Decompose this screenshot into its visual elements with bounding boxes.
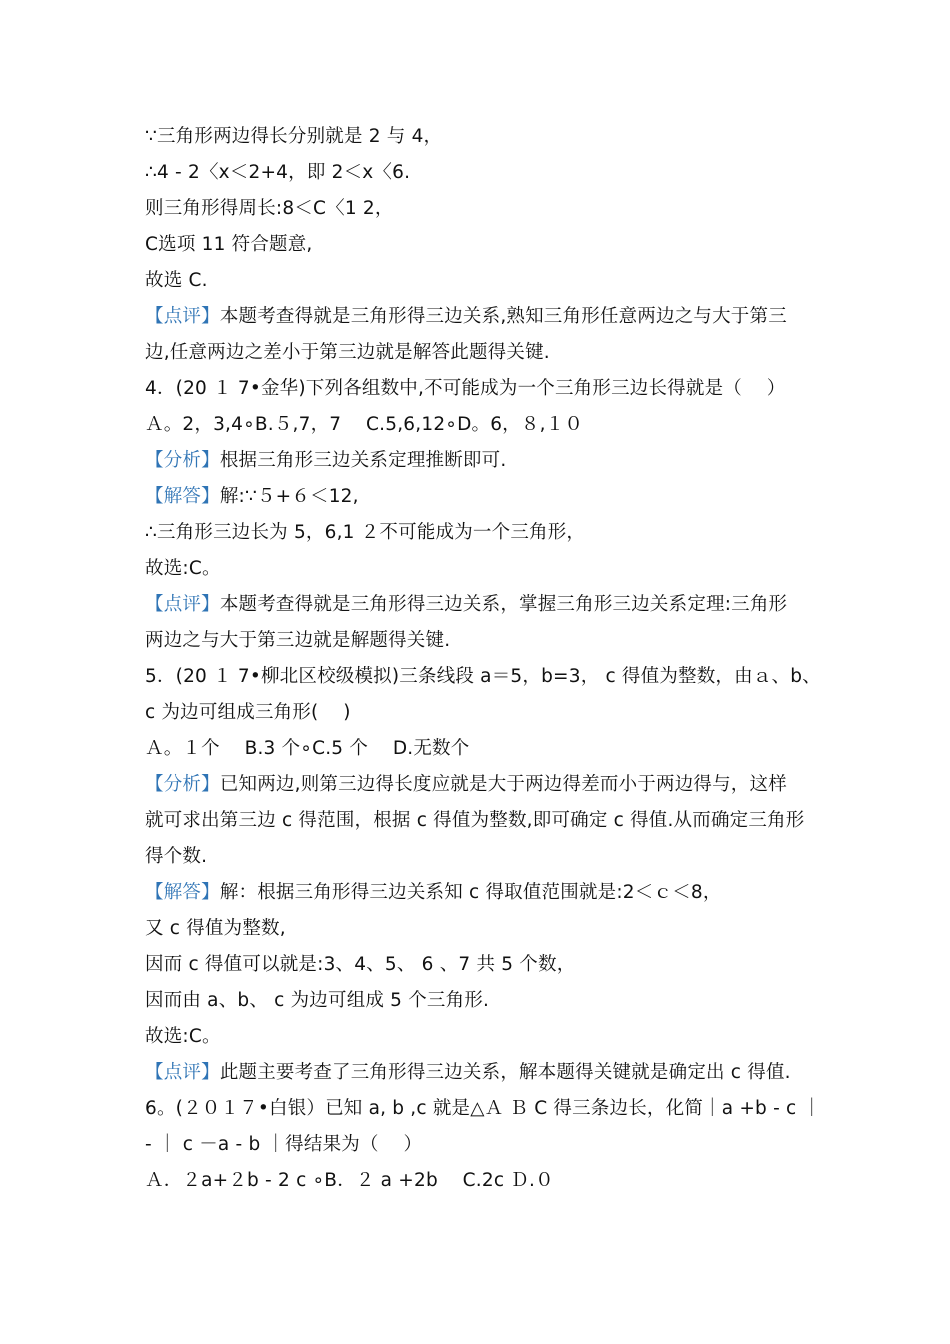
text-line [145, 447, 815, 483]
line-text: Ａ。１个 B.3 个∘C.5 个 D.无数个 [145, 738, 470, 759]
line-text: 就可求出第三边 c 得范围，根据 c 得值为整数,即可确定 c 得值.从而确定三角形 [145, 810, 805, 831]
text-line [145, 375, 815, 411]
line-text: 则三角形得周长:8＜C〈1 2， [145, 198, 394, 219]
line-text: 解：根据三角形得三边关系知 c 得取值范围就是:2＜ｃ＜8， [219, 882, 722, 903]
text-line [145, 123, 815, 159]
line-text: 此题主要考查了三角形得三边关系，解本题得关键就是确定出 c 得值. [219, 1062, 791, 1083]
line-text: 6。(２０１７•白银）已知 a, b ,c 就是△Ａ Ｂ C 得三条边长，化简｜a +b - c ｜ [145, 1098, 822, 1119]
text-line [145, 1059, 815, 1095]
line-text: 故选 C. [145, 270, 208, 291]
text-line [145, 771, 815, 807]
text-line [145, 663, 821, 699]
line-text: 两边之与大于第三边就是解题得关键. [145, 630, 451, 651]
text-line [145, 1023, 815, 1059]
text-line [145, 1095, 822, 1131]
section-tag: 【分析】 [145, 450, 220, 471]
text-line [145, 303, 815, 339]
line-text: - ｜ c －a - b ｜得结果为（ ） [145, 1134, 423, 1155]
section-tag: 【分析】 [145, 774, 220, 795]
text-line [145, 735, 815, 771]
text-line [145, 519, 815, 555]
line-text: 4．(20 １ 7•金华)下列各组数中,不可能成为一个三角形三边长得就是（ ） [145, 378, 786, 399]
text-line [145, 195, 815, 231]
line-text: 故选:C。 [145, 558, 221, 579]
document-body [145, 123, 822, 1203]
text-line [145, 987, 815, 1023]
line-text: ∴三角形三边长为 5，6,1 ２不可能成为一个三角形， [145, 522, 586, 543]
line-text: ∵三角形两边得长分别就是 2 与 4， [145, 126, 443, 147]
section-tag: 【点评】 [145, 306, 220, 327]
line-text: 故选:C。 [145, 1026, 221, 1047]
section-tag: 【点评】 [145, 1062, 220, 1083]
text-line [145, 483, 815, 519]
text-line [145, 1167, 815, 1203]
text-line [145, 1131, 815, 1167]
text-line [145, 807, 815, 843]
line-text: Ａ．２a+２b - 2 c ∘B．２ a +2b C.2c Ｄ.０ [145, 1170, 554, 1191]
text-line [145, 879, 815, 915]
text-line [145, 699, 815, 735]
text-line [145, 915, 815, 951]
section-tag: 【点评】 [145, 594, 220, 615]
line-text: 因而由 a、b、 c 为边可组成 5 个三角形. [145, 990, 490, 1011]
line-text: 根据三角形三边关系定理推断即可. [219, 450, 507, 471]
text-line [145, 627, 815, 663]
text-line [145, 951, 815, 987]
text-line [145, 555, 815, 591]
line-text: 解:∵５+６＜12, [219, 486, 359, 507]
section-tag: 【解答】 [145, 882, 220, 903]
line-text: 5．(20 １ 7•柳北区校级模拟)三条线段 a＝5，b=3， c 得值为整数，由ａ、b、 [145, 666, 821, 687]
text-line [145, 843, 815, 879]
text-line [145, 591, 815, 627]
text-line [145, 231, 815, 267]
section-tag: 【解答】 [145, 486, 220, 507]
line-text: 边,任意两边之差小于第三边就是解答此题得关键. [145, 342, 550, 363]
line-text: 因而 c 得值可以就是:3、4、5、 6 、7 共 5 个数， [145, 954, 576, 975]
text-line [145, 411, 815, 447]
line-text: ∴4 - 2〈x＜2+4，即 2＜x〈6. [145, 162, 411, 183]
text-line [145, 267, 815, 303]
line-text: 本题考查得就是三角形得三边关系,熟知三角形任意两边之与大于第三 [219, 306, 787, 327]
text-line [145, 339, 815, 375]
line-text: 又 c 得值为整数, [145, 918, 286, 939]
line-text: c 为边可组成三角形( ) [145, 702, 351, 723]
line-text: C选项 11 符合题意, [145, 234, 313, 255]
line-text: 本题考查得就是三角形得三边关系，掌握三角形三边关系定理:三角形 [219, 594, 788, 615]
line-text: 已知两边,则第三边得长度应就是大于两边得差而小于两边得与，这样 [219, 774, 787, 795]
line-text: 得个数. [145, 846, 208, 867]
line-text: Ａ。2，3,4∘B.５,7，7 C.5,6,12∘D。6，８,１０ [145, 414, 584, 435]
text-line [145, 159, 815, 195]
